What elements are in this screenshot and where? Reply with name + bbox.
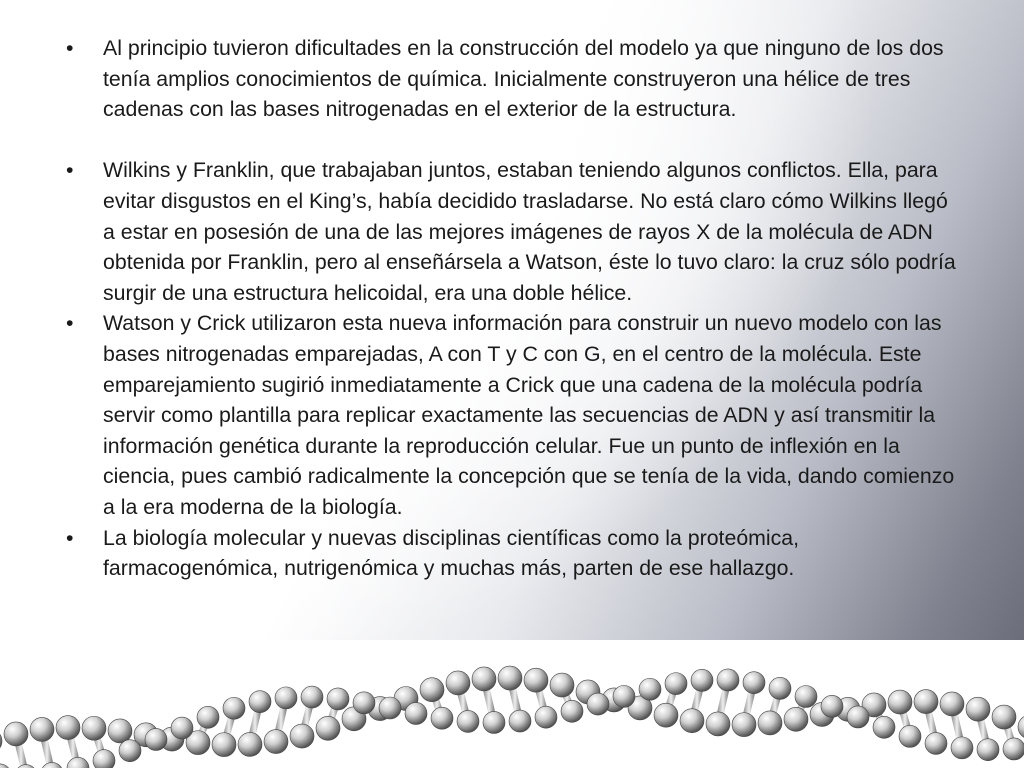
- dna-backbone-sphere: [446, 671, 470, 695]
- dna-backbone-sphere: [550, 673, 574, 697]
- dna-backbone-sphere: [654, 703, 678, 727]
- dna-backbone-sphere: [405, 702, 427, 724]
- dna-backbone-sphere: [171, 717, 193, 739]
- dna-backbone-sphere: [966, 697, 990, 721]
- dna-backbone-sphere: [0, 729, 2, 753]
- dna-backbone-sphere: [197, 706, 219, 728]
- dna-backbone-sphere: [457, 710, 479, 732]
- dna-backbone-sphere: [420, 678, 444, 702]
- dna-backbone-sphere: [784, 707, 808, 731]
- dna-backbone-sphere: [1003, 738, 1024, 760]
- dna-backbone-sphere: [561, 700, 583, 722]
- dna-backbone-sphere: [327, 688, 349, 710]
- dna-backbone-sphere: [706, 712, 730, 736]
- dna-backbone-sphere: [665, 673, 687, 695]
- dna-backbone-sphere: [249, 691, 271, 713]
- dna-backbone-sphere: [940, 692, 964, 716]
- dna-backbone-sphere: [498, 666, 522, 690]
- dna-backbone-sphere: [847, 706, 869, 728]
- bullet-marker: •: [66, 158, 74, 183]
- dna-backbone-sphere: [925, 732, 947, 754]
- bullet-text: Watson y Crick utilizaron esta nueva información para construir un nuevo modelo con las bases nitrogenadas emparejadas, A con T y C con G, en el centro de la molécula. Este emparejamiento sugirió inmediatamente a Crick que una cadena de la molécula podría servir como plantilla para replicar exactamente las secuencias de ADN y así transmitir la información genética durante la reproducción celular. Fue un punto de inflexión en la ciencia, pues cambió radicalmente la concepción que se tenía de la vida, dando comienzo a la era moderna de la biología.: [103, 311, 955, 519]
- dna-backbone-sphere: [0, 764, 11, 768]
- dna-backbone-sphere: [691, 669, 713, 691]
- bullet-item: [64, 33, 964, 125]
- bullet-item: [64, 523, 964, 584]
- dna-backbone-sphere: [483, 711, 505, 733]
- dna-backbone-sphere: [316, 716, 340, 740]
- dna-backbone-sphere: [82, 716, 106, 740]
- dna-backbone-sphere: [301, 686, 323, 708]
- dna-backbone-sphere: [30, 717, 54, 741]
- dna-backbone-sphere: [353, 692, 375, 714]
- dna-backbone-sphere: [524, 668, 548, 692]
- dna-backbone-sphere: [888, 690, 912, 714]
- dna-backbone-sphere: [951, 737, 973, 759]
- bullet-item: [64, 155, 964, 308]
- dna-backbone-sphere: [587, 693, 609, 715]
- dna-helix-image: [0, 630, 1024, 768]
- dna-backbone-sphere: [717, 669, 739, 691]
- dna-backbone-sphere: [977, 739, 999, 761]
- bullet-item: [64, 308, 964, 522]
- dna-backbone-sphere: [743, 672, 765, 694]
- bullet-marker: •: [66, 36, 74, 60]
- bullet-text: Wilkins y Franklin, que trabajaban juntos, estaban teniendo algunos conflictos. Ella, para evitar disgustos en el King’s, había decidido trasladarse. No está claro cómo Wilkins llegó a estar en posesión de una de las mejores imágenes de rayos X de la molécula de ADN obtenida por Franklin, pero al enseñársela a Watson, éste lo tuvo claro: la cruz sólo podría surgir de una estructura helicoidal, era una doble hélice.: [103, 158, 956, 305]
- bullet-list: [64, 33, 964, 584]
- dna-backbone-sphere: [795, 685, 817, 707]
- bullet-marker: •: [66, 525, 74, 550]
- dna-backbone-sphere: [899, 725, 921, 747]
- dna-backbone-sphere: [914, 690, 938, 714]
- dna-backbone-sphere: [873, 716, 895, 738]
- bullet-text: Al principio tuvieron dificultades en la construcción del modelo ya que ninguno de los dos tenía amplios conocimientos de química. Inicialmente construyeron una hélice de tres cadenas con las bases nitrogenadas en el exterior de la estructura.: [103, 36, 944, 122]
- dna-backbone-sphere: [4, 722, 28, 746]
- dna-backbone-sphere: [264, 730, 288, 754]
- dna-backbone-sphere: [93, 750, 115, 768]
- dna-backbone-sphere: [212, 733, 236, 757]
- dna-backbone-sphere: [472, 667, 496, 691]
- dna-backbone-sphere: [15, 765, 37, 768]
- dna-backbone-sphere: [758, 711, 782, 735]
- dna-backbone-sphere: [509, 710, 531, 732]
- dna-backbone-sphere: [275, 687, 297, 709]
- dna-backbone-sphere: [431, 707, 453, 729]
- dna-backbone-sphere: [67, 757, 89, 768]
- dna-backbone-sphere: [119, 740, 141, 762]
- dna-backbone-sphere: [108, 719, 132, 743]
- dna-backbone-sphere: [639, 678, 661, 700]
- dna-backbone-sphere: [535, 706, 557, 728]
- dna-backbone-sphere: [379, 697, 401, 719]
- dna-backbone-sphere: [1018, 715, 1024, 739]
- dna-backbone-sphere: [732, 713, 756, 737]
- dna-backbone-sphere: [56, 716, 80, 740]
- dna-backbone-sphere: [41, 762, 63, 768]
- dna-backbone-sphere: [290, 724, 314, 748]
- dna-backbone-sphere: [613, 685, 635, 707]
- dna-backbone-sphere: [769, 677, 791, 699]
- dna-backbone-sphere: [145, 728, 167, 750]
- dna-backbone-sphere: [223, 697, 245, 719]
- dna-backbone-sphere: [238, 732, 262, 756]
- dna-backbone-sphere: [821, 695, 843, 717]
- dna-backbone-sphere: [992, 705, 1016, 729]
- dna-backbone-sphere: [680, 709, 704, 733]
- bullet-marker: •: [66, 311, 74, 336]
- bullet-text: La biología molecular y nuevas disciplinas científicas como la proteómica, farmacogenómica, nutrigenómica y muchas más, parten de ese hallazgo.: [103, 525, 800, 581]
